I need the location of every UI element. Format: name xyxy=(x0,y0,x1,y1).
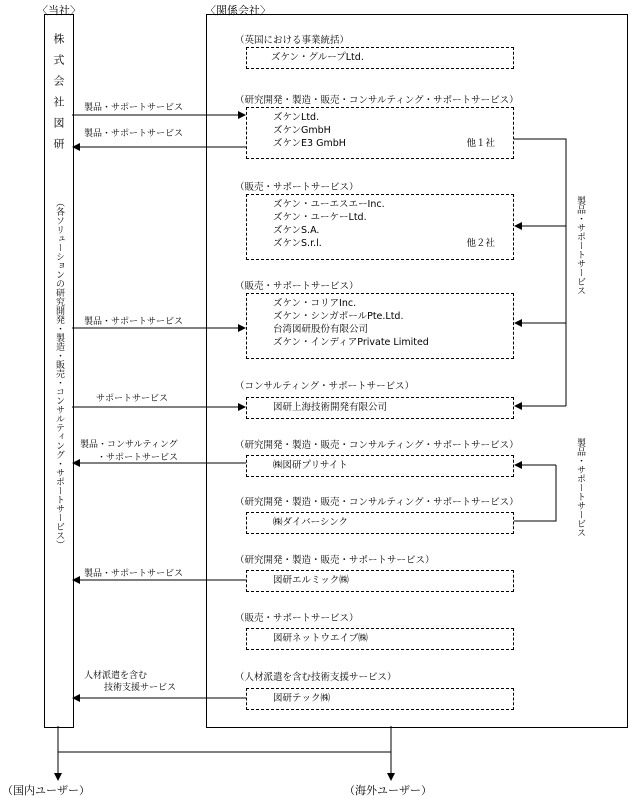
flow-label-products-support: 製品・サポートサービス xyxy=(84,129,184,139)
group-title-presight: （研究開発・製造・販売・コンサルティング・サポートサービス） xyxy=(235,440,519,451)
company-name-text: ズケンS.r.l. xyxy=(273,238,322,249)
group-title-rd-europe: （研究開発・製造・販売・コンサルティング・サポートサービス） xyxy=(235,95,519,106)
flow-label-staffing: 人材派遣を含む xyxy=(84,671,148,681)
company-name: ㈱ダイバーシンク xyxy=(273,517,349,528)
overseas-users: （海外ユーザー） xyxy=(344,784,432,797)
company-name: ズケンGmbH xyxy=(273,125,331,136)
company-name: ズケンLtd. xyxy=(273,112,320,123)
flow-label-products-support: 製品・サポートサービス xyxy=(84,317,184,327)
flow-label-products-support: 製品・サポートサービス xyxy=(84,103,184,113)
flow-label-tech-support: 技術支援サービス xyxy=(104,683,177,693)
company-name-text: ズケンE3 GmbH xyxy=(273,138,346,149)
company-title: 株式会社図研 xyxy=(52,33,65,159)
flow-label-products-support: 製品・サポートサービス xyxy=(84,569,184,579)
company-name: ズケン・シンガポールPte.Ltd. xyxy=(273,311,404,322)
company-subtitle: （各ソリューションの研究開発・製造・販売・コンサルティング・サポートサービス） xyxy=(54,198,64,549)
company-name: ズケン・グループLtd. xyxy=(271,52,364,63)
group-title-sales-west: （販売・サポートサービス） xyxy=(235,182,359,193)
others-count: 他１社 xyxy=(466,138,495,149)
company-name: ズケン・コリアInc. xyxy=(273,298,357,309)
company-name: 図研上海技術開発有限公司 xyxy=(273,402,388,413)
group-title-elmic: （研究開発・製造・販売・サポートサービス） xyxy=(235,555,435,566)
related-companies-header: 〈関係会社〉 xyxy=(205,4,271,17)
vertical-flow-label-2: 製品・サポートサービス xyxy=(575,438,585,537)
company-name: ズケン・ユーケーLtd. xyxy=(273,212,367,223)
flow-label-support-services: ・サポートサービス xyxy=(97,453,179,463)
own-company-header: 〈当社〉 xyxy=(37,4,81,17)
group-title-consulting-shanghai: （コンサルティング・サポートサービス） xyxy=(235,381,415,392)
company-name: ズケンS.A. xyxy=(273,225,320,236)
group-title-sales-asia: （販売・サポートサービス） xyxy=(235,281,359,292)
company-name: 台湾図研股份有限公司 xyxy=(273,324,369,335)
group-title-uk-holding: （英国における事業統括） xyxy=(235,35,350,46)
presight-loop-line xyxy=(514,465,556,521)
company-name: 図研エルミック㈱ xyxy=(273,575,349,586)
flow-label-support: サポートサービス xyxy=(96,394,169,404)
group-title-diversync: （研究開発・製造・販売・コンサルティング・サポートサービス） xyxy=(235,497,519,508)
domestic-users: （国内ユーザー） xyxy=(2,784,90,797)
group-title-tech: （人材派遣を含む技術支援サービス） xyxy=(235,672,397,683)
company-name: ㈱図研プリサイト xyxy=(273,460,348,471)
flow-label-products-consulting: 製品・コンサルティング xyxy=(80,440,178,450)
vertical-distribution-line xyxy=(514,139,566,406)
vertical-flow-label-1: 製品・サポートサービス xyxy=(575,196,585,295)
company-name: ズケン・インディアPrivate Limited xyxy=(273,337,429,348)
company-name: ズケン・ユーエスエーInc. xyxy=(273,199,385,210)
others-count: 他２社 xyxy=(466,238,495,249)
company-name: 図研テック㈱ xyxy=(273,693,331,704)
group-title-netwave: （販売・サポートサービス） xyxy=(235,613,359,624)
company-name: 図研ネットウエイブ㈱ xyxy=(273,633,368,644)
